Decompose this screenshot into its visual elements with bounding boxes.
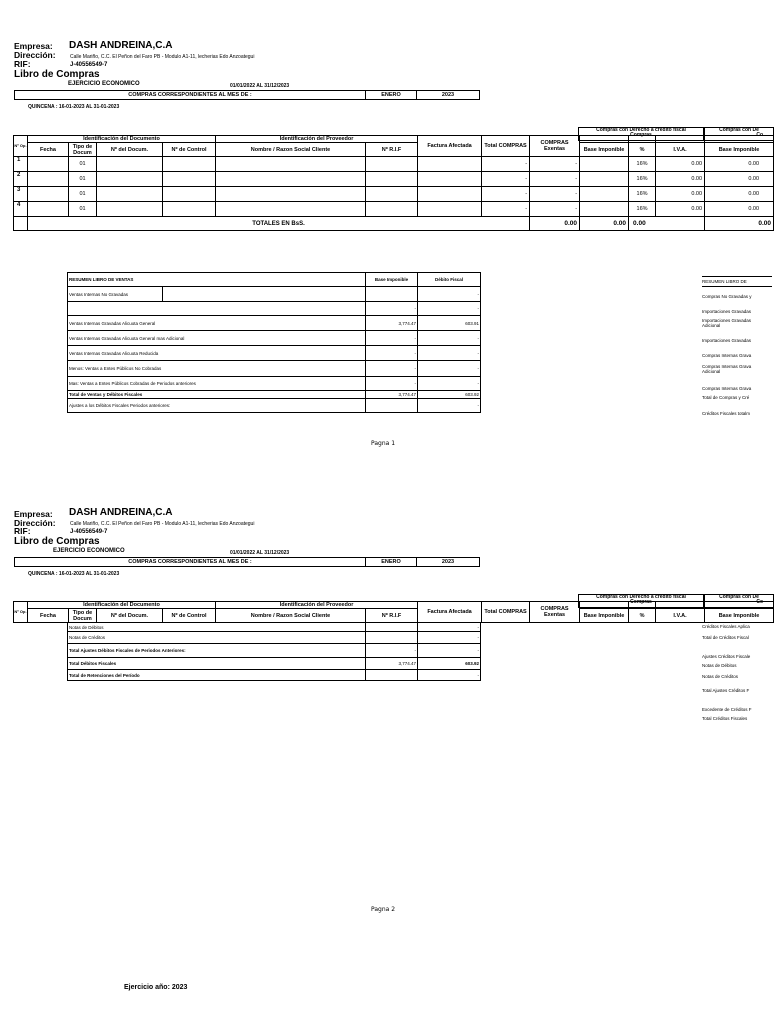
empresa-value: DASH ANDREINA,C.A (69, 507, 173, 518)
ejercicio-range: 01/01/2022 AL 31/12/2023 (230, 550, 290, 556)
ejercicio-range: 01/01/2022 AL 31/12/2023 (230, 83, 290, 89)
creditos-item: Notas de Créditos (702, 674, 739, 679)
ejercicio-label: EJERCICIO ECONOMICO (68, 81, 140, 87)
col-nombre: Nombre / Razon Social Cliente (216, 143, 366, 157)
col-factura: Factura Afectada (418, 136, 482, 157)
col-rif: Nº R.I.F (366, 143, 418, 157)
col-total: Total COMPRAS (482, 136, 530, 157)
ventas-summary-table (67, 272, 481, 413)
col-nro: Nº Op. (14, 602, 28, 623)
group-documento: Identificación del Documento (28, 602, 216, 609)
compras-summary-item: Importaciones Gravadas (702, 318, 752, 323)
ejercicio-label: EJERCICIO ECONOMICO (53, 548, 125, 554)
empresa-label: Empresa: (14, 509, 53, 519)
col-exentas: COMPRAS Exentas (530, 602, 580, 623)
col-tipo: Tipo de Docum (69, 609, 97, 623)
row-pct: 16% (629, 202, 656, 217)
col-iva: I.V.A. (656, 609, 705, 623)
ventas-row-debito: 603.91 (418, 316, 481, 331)
row-pct: 16% (629, 187, 656, 202)
table-row (68, 361, 481, 377)
row-exentas: - (530, 187, 580, 202)
ajustes-row-base (366, 670, 418, 681)
ventas-summary-title: RESUMEN LIBRO DE VENTAS (68, 273, 366, 287)
col-control: Nº de Control (163, 609, 216, 623)
purchase-table (13, 132, 774, 231)
direccion-label: Dirección: (14, 50, 56, 60)
page-number-1: Pagna 1 (371, 440, 396, 447)
ajustes-row-base (366, 632, 418, 644)
col-fecha: Fecha (28, 143, 69, 157)
row-iva: 0.00 (656, 157, 705, 172)
creditos-item: Notas de Débitos (702, 663, 737, 668)
creditos-item: Excedente de Créditos F (702, 707, 752, 712)
ventas-row-debito: - (418, 361, 481, 377)
ventas-row-debito: - (418, 331, 481, 346)
ventas-row-label: Ventas Internas No Gravadas (68, 287, 163, 302)
ventas-row-label: Mas: Ventas a Entes Públicos Cobradas de Periodos anteriores (68, 377, 366, 391)
purchase-table-header-wrap (13, 601, 768, 623)
row-tipo: 01 (69, 187, 97, 202)
creditos-item: Total de Créditos Fiscal (702, 635, 749, 640)
row-base2: 0.00 (705, 202, 774, 217)
table-row (68, 316, 481, 331)
col-num-doc: Nº del Docum. (97, 609, 163, 623)
credito-group-sub: Compras (630, 132, 652, 138)
compras-summary-right (702, 272, 768, 422)
period-year: 2023 (441, 92, 455, 98)
ventas-row-base: - (366, 302, 418, 316)
period-year: 2023 (441, 559, 455, 565)
ventas-row-label: Ventas Internas Gravadas Alicuota General (68, 316, 366, 331)
compras-summary-item: Importaciones Gravadas (702, 309, 752, 314)
compras-summary-item: Compras Internas Grava (702, 386, 752, 391)
row-nro: 2 (14, 172, 28, 187)
quincena: QUINCENA : 16-01-2023 AL 31-01-2023 (28, 571, 120, 577)
col-nro: Nº Op. (14, 136, 28, 157)
table-row (14, 157, 774, 172)
col-base2: Base Imponible (705, 143, 774, 157)
period-label: COMPRAS CORRESPONDIENTES AL MES DE : (15, 558, 366, 566)
ajustes-row-base: 3,774.47 (366, 658, 418, 670)
table-row (14, 187, 774, 202)
compras-summary-item: Créditos Fiscales totalm (702, 411, 751, 416)
ventas-row-base: - (366, 361, 418, 377)
table-row (68, 658, 481, 670)
table-row (68, 346, 481, 361)
rif-label: RIF: (14, 526, 31, 536)
ventas-row-base: 3,774.47 (366, 316, 418, 331)
table-row (14, 202, 774, 217)
total-iva: 0.00 (705, 217, 774, 231)
col-fecha: Fecha (28, 609, 69, 623)
table-row (68, 377, 481, 391)
period-month: ENERO (366, 558, 417, 566)
row-tipo: 01 (69, 157, 97, 172)
ajustes-row-base (366, 623, 418, 632)
ventas-col-base: Base Imponible (366, 273, 418, 287)
credito2-group-title: Compras con De (719, 594, 759, 600)
period-bar (14, 557, 480, 567)
ventas-row-debito: - (418, 377, 481, 391)
compras-summary-item: Compras Internas Grava (702, 364, 752, 369)
row-iva: 0.00 (656, 202, 705, 217)
ajustes-row-label: Notas de Créditos (68, 632, 366, 644)
row-nro: 4 (14, 202, 28, 217)
totals-label: TOTALES EN BsS. (28, 217, 530, 231)
ventas-row-label: Ventas Internas Gravadas Alicuota General mas Adicional (68, 331, 366, 346)
row-iva: 0.00 (656, 187, 705, 202)
row-tipo: 01 (69, 172, 97, 187)
ventas-row-base: 3,774.47 (366, 391, 418, 399)
row-total: - (482, 157, 530, 172)
total-exentas: 0.00 (580, 217, 629, 231)
direccion-label: Dirección: (14, 518, 56, 528)
col-num-doc: Nº del Docum. (97, 143, 163, 157)
row-base2: 0.00 (705, 187, 774, 202)
page-number-2: Pagna 2 (371, 906, 396, 913)
compras-summary-title: RESUMEN LIBRO DE (702, 276, 772, 287)
ventas-row-debito: - (418, 399, 481, 413)
ventas-row-debito: - (418, 287, 481, 302)
ventas-row-debito: - (418, 346, 481, 361)
credito2-group-sub: Co (756, 132, 763, 138)
row-nro: 3 (14, 187, 28, 202)
col-pct: % (629, 609, 656, 623)
ventas-row-base (366, 287, 418, 302)
ejercicio-anio: Ejercicio año: 2023 (124, 984, 188, 991)
row-base2: 0.00 (705, 157, 774, 172)
credito2-group-sub: Co (756, 599, 763, 605)
ajustes-row-debito: - (418, 644, 481, 658)
rif-label: RIF: (14, 59, 31, 69)
credito-group-title: Compras con Derecho a credito fiscal (596, 127, 686, 133)
col-total: Total COMPRAS (482, 602, 530, 623)
rif-value: J-40556549-7 (70, 62, 108, 68)
direccion-value: Calle Mariño, C.C. El Peñon del Faro PB - Modulo A1-11, lecherias Edo Anzoategui (70, 54, 255, 60)
row-pct: 16% (629, 172, 656, 187)
col-factura: Factura Afectada (418, 602, 482, 623)
ventas-row-base (366, 399, 418, 413)
compras-summary-item: Compras No Gravadas y (702, 294, 752, 299)
ventas-row-label: Ventas Internas Gravadas Alicuota Reducida (68, 346, 366, 361)
creditos-item: Ajustes Créditos Fiscale (702, 654, 751, 659)
group-documento: Identificación del Documento (28, 136, 216, 143)
compras-summary-item: Total de Compras y Cré (702, 395, 750, 400)
purchase-table-header (13, 601, 774, 623)
book-title: Libro de Compras (14, 69, 100, 80)
book-title: Libro de Compras (14, 536, 100, 547)
credito-group-title: Compras con Derecho a credito fiscal (596, 594, 686, 600)
ajustes-row-label: Total Ajustes Débitos Fiscales de Periodos Anteriores: (68, 644, 366, 658)
col-base: Base Imponible (580, 143, 629, 157)
period-bar (14, 90, 480, 100)
totals-row (14, 217, 774, 231)
group-proveedor: Identificación del Proveedor (216, 602, 418, 609)
ventas-row-debito: 603.92 (418, 391, 481, 399)
ventas-row-label (68, 302, 366, 316)
table-row (68, 287, 481, 302)
table-row (68, 391, 481, 399)
ajustes-row-debito: - (418, 623, 481, 632)
table-row (68, 644, 481, 658)
purchase-table-wrap (13, 132, 772, 231)
table-row (14, 172, 774, 187)
credito-group-sub: Compras (630, 599, 652, 605)
col-iva: I.V.A. (656, 143, 705, 157)
total-base: 0.00 (629, 217, 705, 231)
creditos-item: Total Créditos Fiscales (702, 716, 748, 721)
ajustes-row-debito: - (418, 670, 481, 681)
ventas-row-label: Ajustes a los Débitos Fiscales Periodos anteriores: (68, 399, 366, 413)
row-exentas: - (530, 202, 580, 217)
row-exentas: - (530, 172, 580, 187)
creditos-item: Créditos Fiscales Aplica (702, 624, 750, 629)
ajustes-row-label: Total de Retenciones del Período (68, 670, 366, 681)
row-nro: 1 (14, 157, 28, 172)
ventas-row-base: - (366, 331, 418, 346)
compras-summary-item: Adicional (702, 323, 721, 328)
period-month: ENERO (366, 91, 417, 99)
row-iva: 0.00 (656, 172, 705, 187)
empresa-label: Empresa: (14, 41, 53, 51)
row-total: - (482, 202, 530, 217)
table-row (68, 632, 481, 644)
ajustes-summary-table (67, 622, 481, 681)
ventas-row-base: - (366, 377, 418, 391)
direccion-value: Calle Mariño, C.C. El Peñon del Faro PB - Modulo A1-11, lecherias Edo Anzoategui (70, 521, 255, 527)
period-label: COMPRAS CORRESPONDIENTES AL MES DE : (15, 91, 366, 99)
row-total: - (482, 172, 530, 187)
ajustes-row-debito: - (418, 632, 481, 644)
col-base2: Base Imponible (705, 609, 774, 623)
col-control: Nº de Control (163, 143, 216, 157)
compras-summary-item: Compras Internas Grava (702, 353, 752, 358)
col-nombre: Nombre / Razon Social Cliente (216, 609, 366, 623)
table-row (68, 399, 481, 413)
ajustes-row-label: Total Débitos Fiscales (68, 658, 366, 670)
row-base2: 0.00 (705, 172, 774, 187)
ventas-row-debito: - (418, 302, 481, 316)
group-proveedor: Identificación del Proveedor (216, 136, 418, 143)
credito2-group-title: Compras con De (719, 127, 759, 133)
col-exentas: COMPRAS Exentas (530, 136, 580, 157)
total-compras: 0.00 (530, 217, 580, 231)
compras-summary-item: Adicional (702, 369, 721, 374)
row-tipo: 01 (69, 202, 97, 217)
row-exentas: - (530, 157, 580, 172)
creditos-right (702, 622, 768, 724)
row-pct: 16% (629, 157, 656, 172)
compras-summary-item: Importaciones Gravadas (702, 338, 752, 343)
ajustes-row-base: - (366, 644, 418, 658)
ajustes-row-label: Notas de Débitos (68, 623, 366, 632)
col-base: Base Imponible (580, 609, 629, 623)
table-row (68, 670, 481, 681)
col-tipo: Tipo de Docum (69, 143, 97, 157)
col-pct: % (629, 143, 656, 157)
quincena: QUINCENA : 16-01-2023 AL 31-01-2023 (28, 104, 120, 110)
row-total: - (482, 187, 530, 202)
empresa-value: DASH ANDREINA,C.A (69, 40, 173, 51)
ventas-col-debito: Débito Fiscal (418, 273, 481, 287)
col-rif: Nº R.I.F (366, 609, 418, 623)
ventas-row-label: Menos: Ventas a Entes Públicos No Cobradas (68, 361, 366, 377)
ventas-row-base: - (366, 346, 418, 361)
table-row (68, 302, 481, 316)
rif-value: J-40556549-7 (70, 529, 108, 535)
table-row (68, 623, 481, 632)
ventas-row-label: Total de Ventas y Débitos Fiscales (68, 391, 366, 399)
ajustes-row-debito: 603.92 (418, 658, 481, 670)
creditos-item: Total Ajustes Créditos F (702, 688, 750, 693)
table-row (68, 331, 481, 346)
